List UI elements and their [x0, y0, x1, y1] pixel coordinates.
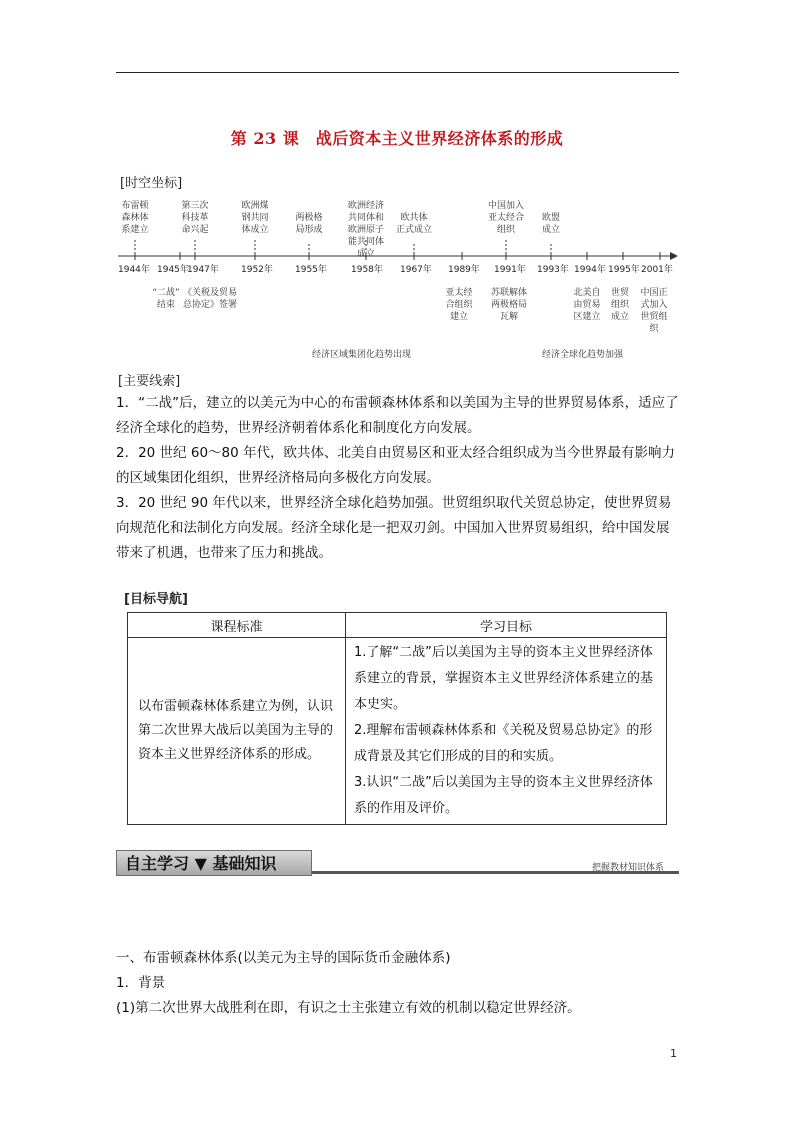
- learning-objectives: [346, 638, 667, 825]
- event-above: 欧洲经济 共同体和 欧洲原子 能共同体 成立: [347, 201, 384, 259]
- event-above: 欧共体 正式成立: [395, 213, 432, 235]
- goal-table: [127, 612, 667, 825]
- year-label: 1989年: [448, 265, 480, 275]
- objective-item: 2.理解布雷顿森林体系和《关税及贸易总协定》的形成背景及其它们形成的目的和实质。: [354, 723, 653, 764]
- section-banner: 自主学习 ▼ 基础知识: [116, 850, 312, 876]
- year-label: 1944年: [118, 265, 150, 275]
- event-above: 布雷顿 森林体 系建立: [121, 201, 149, 235]
- event-below: 中国正 式加入 世贸组 织: [640, 288, 668, 334]
- body-heading: 一、布雷顿森林体系(以美元为主导的国际货币金融体系): [116, 950, 451, 966]
- event-below: 苏联解体 两极格局 瓦解: [490, 288, 527, 322]
- body-line: (1)第二次世界大战胜利在即，有识之士主张建立有效的机制以稳定世界经济。: [116, 1000, 581, 1016]
- year-label: 1952年: [241, 265, 273, 275]
- objective-item: 1.了解“二战”后以美国为主导的资本主义世界经济体系建立的背景，掌握资本主义世界经济体系建立的基本史实。: [354, 645, 654, 712]
- event-above: 两极格 局形成: [295, 213, 323, 235]
- event-above: 欧洲煤 钢共同 体成立: [241, 201, 269, 235]
- year-label: 1967年: [400, 265, 432, 275]
- lesson-title: 第 23 课 战后资本主义世界经济体系的形成: [230, 129, 564, 148]
- event-above: 第三次 科技革 命兴起: [181, 201, 209, 235]
- year-label: 1993年: [537, 265, 569, 275]
- event-below: 《关税及贸易 总协定》签署: [182, 288, 237, 310]
- objective-item: 3.认识“二战”后以美国为主导的资本主义世界经济体系的作用及评价。: [354, 775, 653, 816]
- body-content: [116, 946, 682, 1021]
- event-below: “二战” 结束: [152, 288, 180, 310]
- clue-item: 2．20 世纪 60～80 年代，欧共体、北美自由贸易区和亚太经合组织成为当今世界最有影响力的区域集团化组织，世界经济格局向多极化方向发展。: [116, 445, 675, 486]
- header-rule: [116, 72, 679, 73]
- timeline-label: [时空坐标]: [120, 176, 183, 191]
- year-label: 1991年: [494, 265, 526, 275]
- trend-regionalization: 经济区域集团化趋势出现: [312, 350, 412, 360]
- col-standard-header: 课程标准: [128, 613, 346, 638]
- year-label: 1947年: [187, 265, 219, 275]
- event-below: 亚太经 合组织 建立: [445, 288, 473, 322]
- year-label: 2001年: [641, 265, 673, 275]
- col-objective-header: 学习目标: [346, 613, 667, 638]
- clue-item: 1．“二战”后，建立的以美元为中心的布雷顿森林体系和以美国为主导的世界贸易体系，适应了经济全球化的趋势，世界经济朝着体系化和制度化方向发展。: [116, 395, 679, 436]
- course-standard: 以布雷顿森林体系建立为例，认识第二次世界大战后以美国为主导的资本主义世界经济体系的形成。: [128, 638, 346, 825]
- clue-item: 3．20 世纪 90 年代以来，世界经济全球化趋势加强。世贸组织取代关贸总协定，使世界贸易向规范化和法制化方向发展。经济全球化是一把双刃剑。中国加入世界贸易组织，给中国发展带来了机遇，也带来了压力和挑战。: [116, 495, 672, 561]
- main-clues: [116, 391, 682, 566]
- year-label: 1955年: [295, 265, 327, 275]
- page-number: 1: [670, 1047, 677, 1060]
- event-below: 北美自 由贸易 区建立: [573, 288, 601, 322]
- year-label: 1994年: [574, 265, 606, 275]
- year-label: 1995年: [608, 265, 640, 275]
- event-above: 欧盟 成立: [541, 213, 560, 235]
- event-below: 世贸 组织 成立: [610, 288, 629, 322]
- year-label: 1958年: [351, 265, 383, 275]
- event-above: 中国加入 亚太经合 组织: [487, 201, 524, 235]
- main-clues-label: [主要线索]: [118, 374, 181, 389]
- banner-caption: 把握教材知识体系: [592, 863, 665, 873]
- year-label: 1945年: [157, 265, 189, 275]
- trend-globalization: 经济全球化趋势加强: [542, 350, 624, 360]
- goal-nav-label: [目标导航]: [124, 592, 188, 607]
- body-subheading: 1．背景: [116, 975, 166, 991]
